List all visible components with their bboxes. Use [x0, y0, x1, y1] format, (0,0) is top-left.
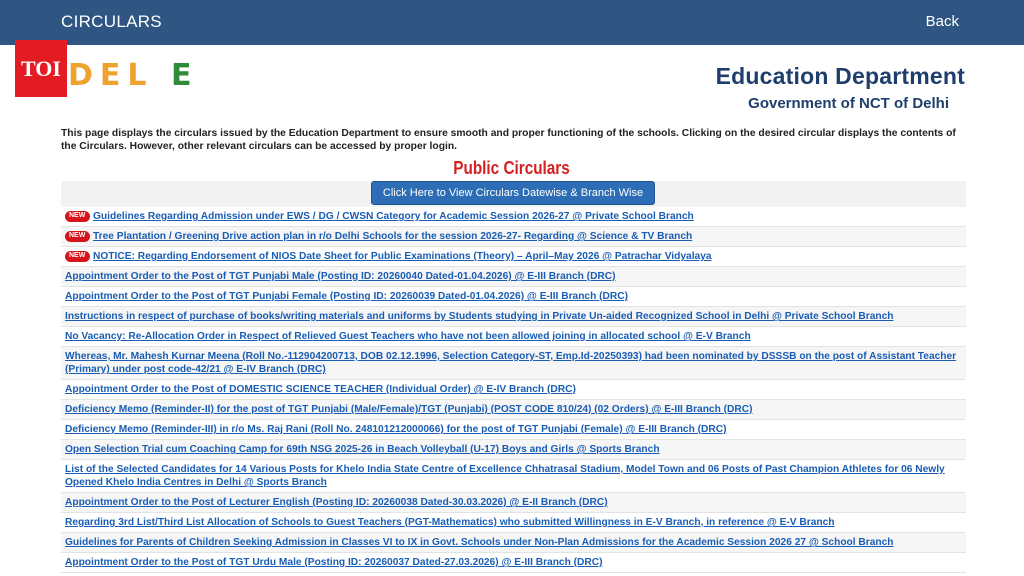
list-item	[61, 247, 966, 267]
list-item	[61, 460, 966, 493]
circular-link[interactable]: Appointment Order to the Post of TGT Urdu Male (Posting ID: 20260037 Dated-27.03.2026) @ E-III Branch (DRC)	[65, 557, 603, 568]
logo-letter: L	[127, 58, 154, 93]
toi-watermark-logo: TOI	[15, 40, 67, 97]
department-header	[716, 63, 965, 112]
list-item	[61, 227, 966, 247]
circular-link[interactable]: Appointment Order to the Post of TGT Punjabi Male (Posting ID: 20260040 Dated-01.04.2026) @ E-III Branch (DRC)	[65, 271, 616, 282]
new-badge-icon	[65, 211, 90, 222]
intro-text: This page displays the circulars issued by the Education Department to ensure smooth and proper functioning of the schools. Clicking on the desired circular displays the contents of the Circulars. However, other relevant circulars can be accessed by proper login.	[61, 128, 956, 152]
list-item	[61, 553, 966, 573]
circular-link[interactable]: Instructions in respect of purchase of books/writing materials and uniforms by Students studying in Private Un-aided Recognized School in Delhi @ Private School Branch	[65, 311, 894, 322]
logo-letter: E	[99, 58, 128, 93]
datewise-branchwise-button[interactable]: Click Here to View Circulars Datewise & Branch Wise	[371, 181, 655, 205]
list-item	[61, 307, 966, 327]
list-item	[61, 533, 966, 553]
list-item	[61, 287, 966, 307]
circular-link[interactable]: Tree Plantation / Greening Drive action plan in r/o Delhi Schools for the session 2026-27- Regarding @ Science & TV Branch	[93, 231, 693, 242]
circular-link[interactable]: Deficiency Memo (Reminder-III) in r/o Ms. Raj Rani (Roll No. 248101212000066) for the post of TGT Punjabi (Female) @ E-III Branch (DRC)	[65, 424, 727, 435]
logo-letter	[154, 58, 171, 93]
circular-link[interactable]: Regarding 3rd List/Third List Allocation of Schools to Guest Teachers (PGT-Mathematics) who submitted Willingness in E-V Branch, in reference @ E-V Branch	[65, 517, 835, 528]
circular-link[interactable]: Guidelines Regarding Admission under EWS / DG / CWSN Category for Academic Session 2026-27 @ Private School Branch	[93, 211, 694, 222]
circular-link[interactable]: Deficiency Memo (Reminder-II) for the post of TGT Punjabi (Male/Female)/TGT (Punjabi) (POST CODE 810/24) (02 Orders) @ E-III Branch (DRC)	[65, 404, 753, 415]
logo-letter: E	[170, 58, 199, 93]
department-title: Education Department	[715, 63, 965, 89]
circular-link[interactable]: List of the Selected Candidates for 14 Various Posts for Khelo India State Centre of Excellence Chhatrasal Stadium, Model Town and 06 Posts of Past Champion Athletes for 06 Newly Opened Khelo India Centres in Delhi @ Sports Branch	[65, 464, 945, 488]
page-title: CIRCULARS	[61, 12, 162, 31]
circular-link[interactable]: Appointment Order to the Post of DOMESTIC SCIENCE TEACHER (Individual Order) @ E-IV Branch (DRC)	[65, 384, 576, 395]
list-item	[61, 440, 966, 460]
list-item	[61, 513, 966, 533]
new-badge-icon	[65, 231, 90, 242]
list-item	[61, 347, 966, 380]
circular-link[interactable]: Appointment Order to the Post of Lecturer English (Posting ID: 20260038 Dated-30.03.2026) @ E-II Branch (DRC)	[65, 497, 608, 508]
list-item	[61, 420, 966, 440]
circular-link[interactable]: Appointment Order to the Post of TGT Punjabi Female (Posting ID: 20260039 Dated-01.04.2026) @ E-III Branch (DRC)	[65, 291, 628, 302]
list-item	[61, 400, 966, 420]
circulars-list	[61, 207, 966, 573]
public-circulars-heading-text: Public Circulars	[453, 158, 571, 178]
circular-link[interactable]: No Vacancy: Re-Allocation Order in Respect of Relieved Guest Teachers who have not been allowed joining in allocated school @ E-V Branch	[65, 331, 751, 342]
circular-link[interactable]: Guidelines for Parents of Children Seeking Admission in Classes VI to IX in Govt. Schools under Non-Plan Admissions for the Academic Session 2026 27 @ School Branch	[65, 537, 894, 548]
department-subtitle: Government of NCT of Delhi	[748, 95, 949, 112]
list-item	[61, 207, 966, 227]
new-badge-icon	[65, 251, 90, 262]
list-item	[61, 267, 966, 287]
list-item	[61, 327, 966, 347]
circular-link[interactable]: Whereas, Mr. Mahesh Kurnar Meena (Roll No.-112904200713, DOB 02.12.1996, Selection Category-ST, Emp.Id-20250393) had been nominated by DSSSB on the post of Assistant Teacher (Primary) under post code-42/21 @ E-IV Branch (DRC)	[65, 351, 957, 375]
public-circulars-heading	[0, 158, 1024, 179]
circular-link[interactable]: NOTICE: Regarding Endorsement of NIOS Date Sheet for Public Examinations (Theory) – April–May 2026 @ Patrachar Vidyalaya	[93, 251, 712, 262]
logo-letter: D	[68, 58, 100, 93]
list-item	[61, 493, 966, 513]
top-bar	[0, 0, 1024, 45]
circular-link[interactable]: Open Selection Trial cum Coaching Camp for 69th NSG 2025-26 in Beach Volleyball (U-17) Boys and Girls @ Sports Branch	[65, 444, 660, 455]
back-link[interactable]: Back	[925, 13, 959, 30]
edel-logo	[68, 58, 198, 98]
list-item	[61, 380, 966, 400]
